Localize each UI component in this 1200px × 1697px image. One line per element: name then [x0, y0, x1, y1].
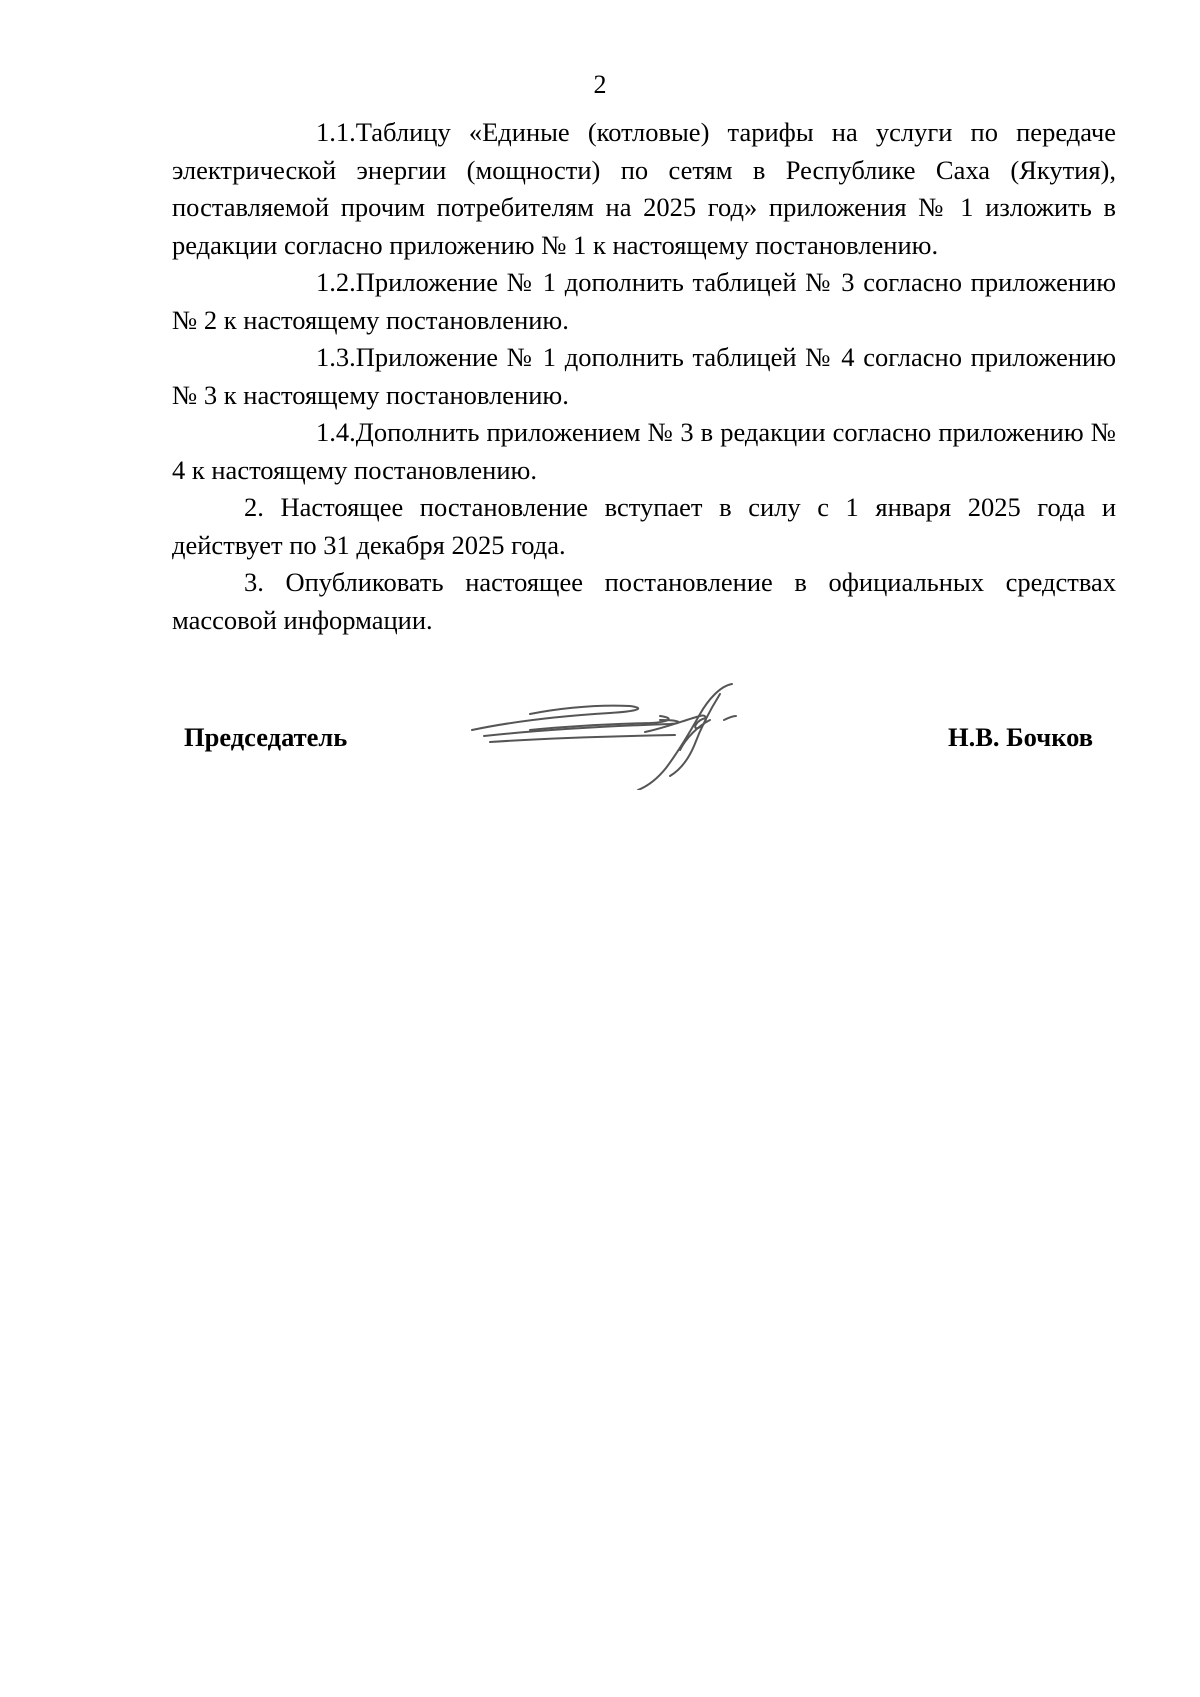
signature-block — [0, 680, 1200, 790]
paragraph-1-4 — [172, 414, 1116, 489]
paragraph-3 — [172, 564, 1116, 639]
paragraph-2 — [172, 489, 1116, 564]
document-body — [172, 114, 1116, 639]
paragraph-number: 1.4. — [316, 417, 356, 447]
signatory-name: Н.В. Бочков — [948, 722, 1094, 752]
paragraph-number: 3. — [244, 567, 264, 597]
page-number: 2 — [593, 70, 607, 99]
paragraph-1-1 — [172, 114, 1116, 264]
handwritten-signature — [470, 680, 790, 790]
paragraph-number: 1.2. — [316, 267, 356, 297]
paragraph-text: Таблицу «Единые (котловые) тарифы на услуги по передаче электрической энергии (мощности) по сетям в Республике Саха (Якутия), поставляемой прочим потребителям на 2025 год» приложения № 1 изложить в редакции согласно приложению № 1 к настоящему постановлению. — [172, 117, 1116, 260]
paragraph-number: 1.1. — [316, 117, 356, 147]
signatory-title: Председатель — [184, 722, 348, 752]
paragraph-1-2 — [172, 264, 1116, 339]
paragraph-number: 2. — [244, 492, 264, 522]
paragraph-1-3 — [172, 339, 1116, 414]
paragraph-text: Приложение № 1 дополнить таблицей № 4 согласно приложению № 3 к настоящему постановлению. — [172, 342, 1116, 410]
paragraph-text: Настоящее постановление вступает в силу с 1 января 2025 года и действует по 31 декабря 2025 года. — [172, 492, 1117, 560]
paragraph-text: Дополнить приложением № 3 в редакции согласно приложению № 4 к настоящему постановлению. — [172, 417, 1116, 485]
paragraph-text: Опубликовать настоящее постановление в официальных средствах массовой информации. — [172, 567, 1117, 635]
paragraph-number: 1.3. — [316, 342, 356, 372]
paragraph-text: Приложение № 1 дополнить таблицей № 3 согласно приложению № 2 к настоящему постановлению. — [172, 267, 1116, 335]
